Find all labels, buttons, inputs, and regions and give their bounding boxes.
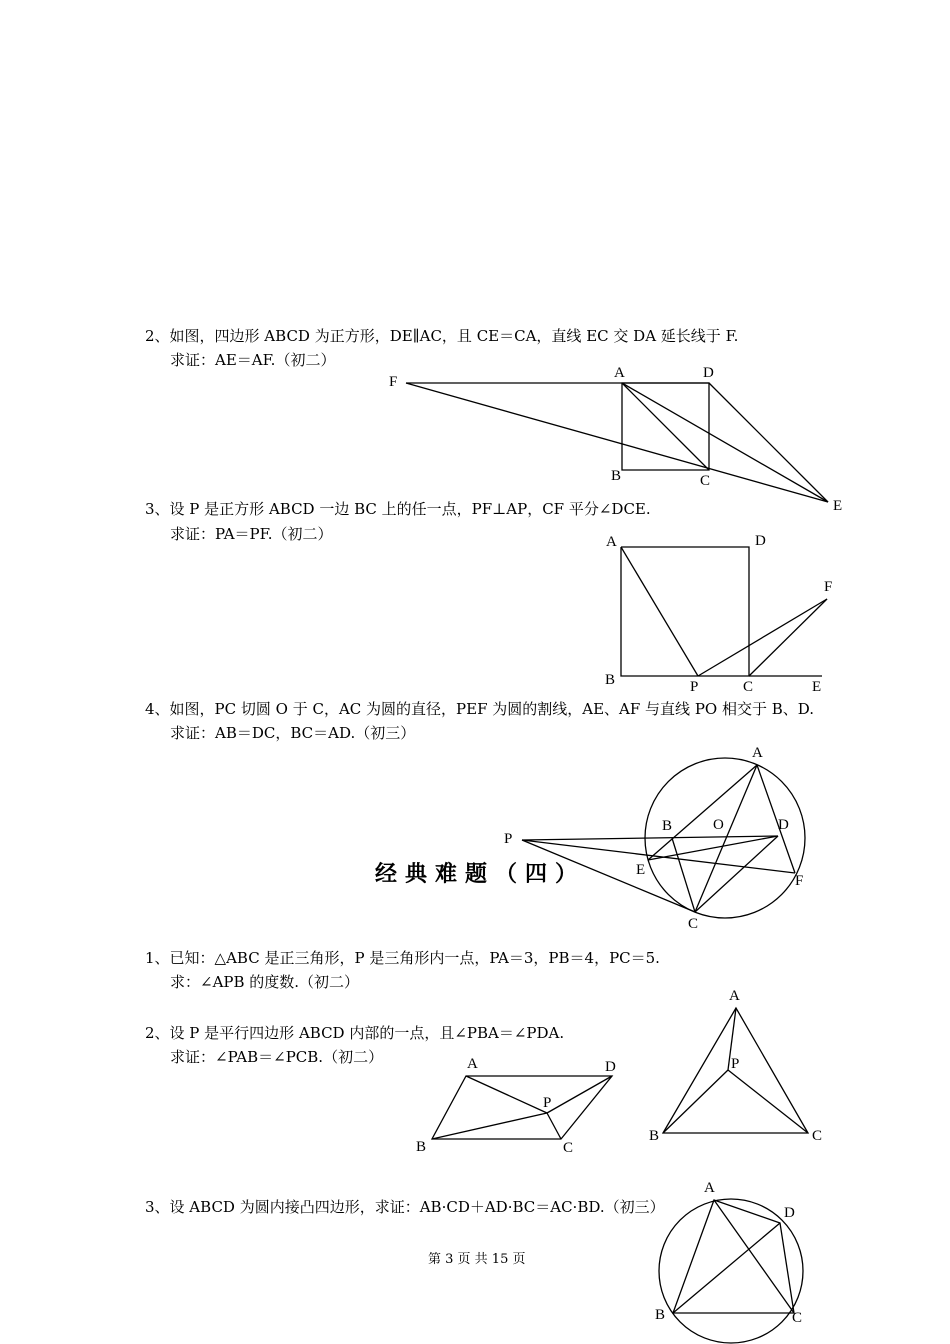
label-d: D [755, 533, 766, 549]
diagonal-ac [714, 1200, 794, 1313]
label-d: D [784, 1205, 795, 1221]
label-f: F [389, 374, 398, 390]
label-p: P [731, 1056, 740, 1072]
problem-2-prove: 求证：AE＝AF.（初二） [170, 351, 336, 369]
line-pc [547, 1113, 561, 1139]
label-d: D [605, 1059, 616, 1075]
label-b: B [416, 1139, 427, 1155]
set4-problem-2-statement: 2、设 P 是平行四边形 ABCD 内部的一点，且∠PBA＝∠PDA. [145, 1024, 565, 1042]
problem-3-statement: 3、设 P 是正方形 ABCD 一边 BC 上的任一点，PF⊥AP，CF 平分∠DCE. [145, 500, 651, 518]
line-dc [695, 836, 778, 912]
label-e: E [636, 862, 646, 878]
label-a: A [752, 745, 763, 761]
label-a: A [467, 1056, 478, 1072]
page-footer: 第 3 页 共 15 页 [428, 1252, 526, 1267]
parallelogram-abcd [432, 1076, 612, 1139]
label-b: B [611, 468, 622, 484]
problem-4-prove: 求证：AB＝DC，BC＝AD.（初三） [170, 724, 416, 742]
label-c: C [700, 473, 711, 489]
figure-parallelogram [416, 1056, 616, 1156]
label-p: P [543, 1095, 552, 1111]
line-de [709, 383, 828, 502]
figure-square-pf-perp-ap [605, 533, 832, 695]
line-pb [432, 1113, 547, 1139]
label-e: E [812, 679, 822, 695]
label-p: P [690, 679, 699, 695]
line-pd [522, 836, 778, 840]
line-af [757, 765, 795, 873]
label-a: A [729, 988, 740, 1004]
label-a: A [614, 365, 625, 381]
figure-circle-tangent-secant [504, 745, 805, 932]
line-ae [648, 765, 757, 860]
line-ap [621, 547, 698, 676]
quadrilateral-abcd [673, 1200, 794, 1313]
label-f: F [824, 579, 833, 595]
label-c: C [563, 1140, 574, 1156]
line-pc [728, 1070, 808, 1133]
diameter-ac [695, 765, 757, 912]
line-pf [698, 599, 827, 676]
label-a: A [606, 534, 617, 550]
line-ae [622, 383, 828, 502]
line-pb [663, 1070, 728, 1133]
label-c: C [792, 1310, 803, 1326]
label-c: C [688, 916, 699, 932]
figure-square-de-parallel-ac [389, 365, 842, 514]
label-p: P [504, 831, 513, 847]
line-pa [466, 1076, 547, 1113]
problem-3-prove: 求证：PA＝PF.（初二） [170, 525, 333, 543]
line-ac [622, 383, 709, 470]
label-e: E [833, 498, 843, 514]
line-cf [749, 599, 827, 676]
set4-problem-1-statement: 1、已知：△ABC 是正三角形，P 是三角形内一点，PA＝3，PB＝4，PC＝5. [145, 949, 660, 967]
figure-equilateral-triangle [649, 988, 822, 1144]
set4-problem-1-ask: 求：∠APB 的度数.（初二） [170, 973, 360, 991]
figure-cyclic-quadrilateral [655, 1180, 803, 1343]
problem-4-statement: 4、如图，PC 切圆 O 于 C，AC 为圆的直径，PEF 为圆的割线，AE、AF 与直线 PO 相交于 B、D. [145, 700, 815, 718]
set4-problem-3-statement: 3、设 ABCD 为圆内接凸四边形，求证：AB·CD＋AD·BC＝AC·BD.（初三） [145, 1198, 665, 1216]
section-title: 经典难题（四） [375, 861, 586, 887]
label-b: B [605, 672, 616, 688]
label-b: B [649, 1128, 660, 1144]
label-c: C [743, 679, 754, 695]
label-f: F [795, 873, 804, 889]
label-d: D [778, 817, 789, 833]
line-de [648, 836, 778, 860]
circumcircle [659, 1199, 803, 1343]
line-pd [547, 1076, 612, 1113]
label-c: C [812, 1128, 823, 1144]
label-b: B [662, 818, 673, 834]
line-fe [406, 383, 828, 502]
label-d: D [703, 365, 714, 381]
problem-2-statement: 2、如图，四边形 ABCD 为正方形，DE∥AC，且 CE＝CA，直线 EC 交 DA 延长线于 F. [145, 327, 739, 345]
label-a: A [704, 1180, 715, 1196]
label-b: B [655, 1307, 666, 1323]
set4-problem-2-prove: 求证：∠PAB＝∠PCB.（初二） [170, 1048, 384, 1066]
label-o: O [713, 817, 724, 833]
